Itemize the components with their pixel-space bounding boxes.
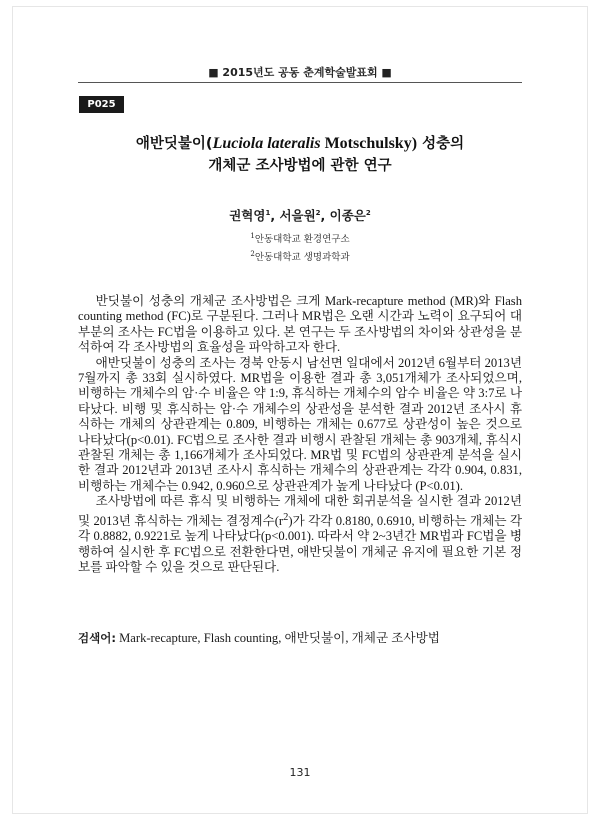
author-separator: , <box>320 208 330 223</box>
affiliation-2-mark: 2 <box>250 250 255 259</box>
author-3: 이종은 <box>329 208 366 223</box>
abstract-paragraph-3 <box>78 494 522 575</box>
title-suffix: 성충의 <box>417 136 465 152</box>
abstract-body <box>78 294 522 576</box>
abstract-paragraph-1: 반딧불이 성충의 개체군 조사방법은 크게 Mark-recapture method (MR)와 Flash counting method (FC)로 구분된다. 그러나 MR법은 오랜 시간과 노력이 요구되어 대부분의 조사는 FC법을 이용하고 있다. 본 연구는 두 조사방법의 차이와 상관성을 분석하여 각 조사방법의 효율성을 파악하고자 한다. <box>78 294 522 355</box>
paper-title <box>60 133 540 177</box>
keywords-text: Mark-recapture, Flash counting, 애반딧불이, 개체군 조사방법 <box>115 631 440 645</box>
taxon-authority: Motschulsky) <box>320 135 418 152</box>
paragraph-3-part-a: 조사방법에 따른 휴식 및 비행하는 개체에 대한 회귀분석을 실시한 결과 2012년 및 2013년 휴식하는 개체는 결정계수(r <box>78 494 522 528</box>
affiliation-1-mark: 1 <box>250 232 255 240</box>
author-1: 권혁영 <box>229 208 266 223</box>
affiliation-1 <box>0 229 600 247</box>
r-squared-superscript: 2 <box>283 511 289 523</box>
affiliation-2 <box>0 247 600 265</box>
author-3-affil: 2 <box>365 208 371 217</box>
author-separator: , <box>270 208 280 223</box>
conference-header: ■ 2015년도 공동 춘계학술발표회 ■ <box>208 66 392 79</box>
keywords-label: 검색어: <box>78 631 116 645</box>
affiliation-1-text: 안동대학교 환경연구소 <box>254 234 350 246</box>
title-prefix: 애반딧불이( <box>135 136 213 152</box>
page-number: 131 <box>289 766 311 779</box>
author-1-affil: 1 <box>265 208 271 217</box>
header-divider <box>78 82 522 83</box>
author-2: 서을원 <box>279 208 316 223</box>
poster-id-badge: P025 <box>79 96 124 113</box>
affiliations <box>0 229 600 265</box>
abstract-paragraph-2: 애반딧불이 성충의 조사는 경북 안동시 남선면 일대에서 2012년 6월부터 2013년 7월까지 총 33회 실시하였다. MR법을 이용한 결과 총 3,051개체가 조사되었으며, 비행하는 개체수의 암·수 비율은 약 1:9, 휴식하는 개체수의 암수 비율은 약 3:7로 나타났다. 비행 및 휴식하는 암·수 개체수의 상관성을 분석한 결과 2012년 조사시 휴식하는 개체의 상관관계는 0.809, 비행하는 개체는 0.677로 상관성이 높은 것으로 나타났다(p<0.01). FC법으로 조사한 결과 비행시 관찰된 개체는 총 903개체, 휴식시 관찰된 개체는 총 1,166개체가 조사되었다. MR법 및 FC법의 상관관계 분석을 실시한 결과 2012년과 2013년 조사시 휴식하는 개체수의 상관관계는 각각 0.904, 0.831, 비행하는 개체수는 0.942, 0.960으로 상관관계가 높게 나타났다 (P<0.01). <box>78 355 522 493</box>
scientific-name: Luciola lateralis <box>212 135 321 152</box>
author-list <box>0 206 600 224</box>
title-line-1 <box>60 133 540 155</box>
affiliation-2-text: 안동대학교 생명과학과 <box>254 252 350 264</box>
keywords <box>78 627 522 646</box>
paragraph-3-part-b: )가 각각 0.8180, 0.6910, 비행하는 개체는 각각 0.8882, 0.9221로 높게 나타났다(p<0.001). 따라서 약 2~3년간 MR법과 FC법을 병행하여 실시한 후 FC법으로 전환한다면, 애반딧불이 개체군 유지에 필요한 기본 정보를 파악할 수 있을 것으로 판단된다. <box>78 513 522 575</box>
author-2-affil: 2 <box>315 208 321 217</box>
title-line-2: 개체군 조사방법에 관한 연구 <box>208 158 392 174</box>
